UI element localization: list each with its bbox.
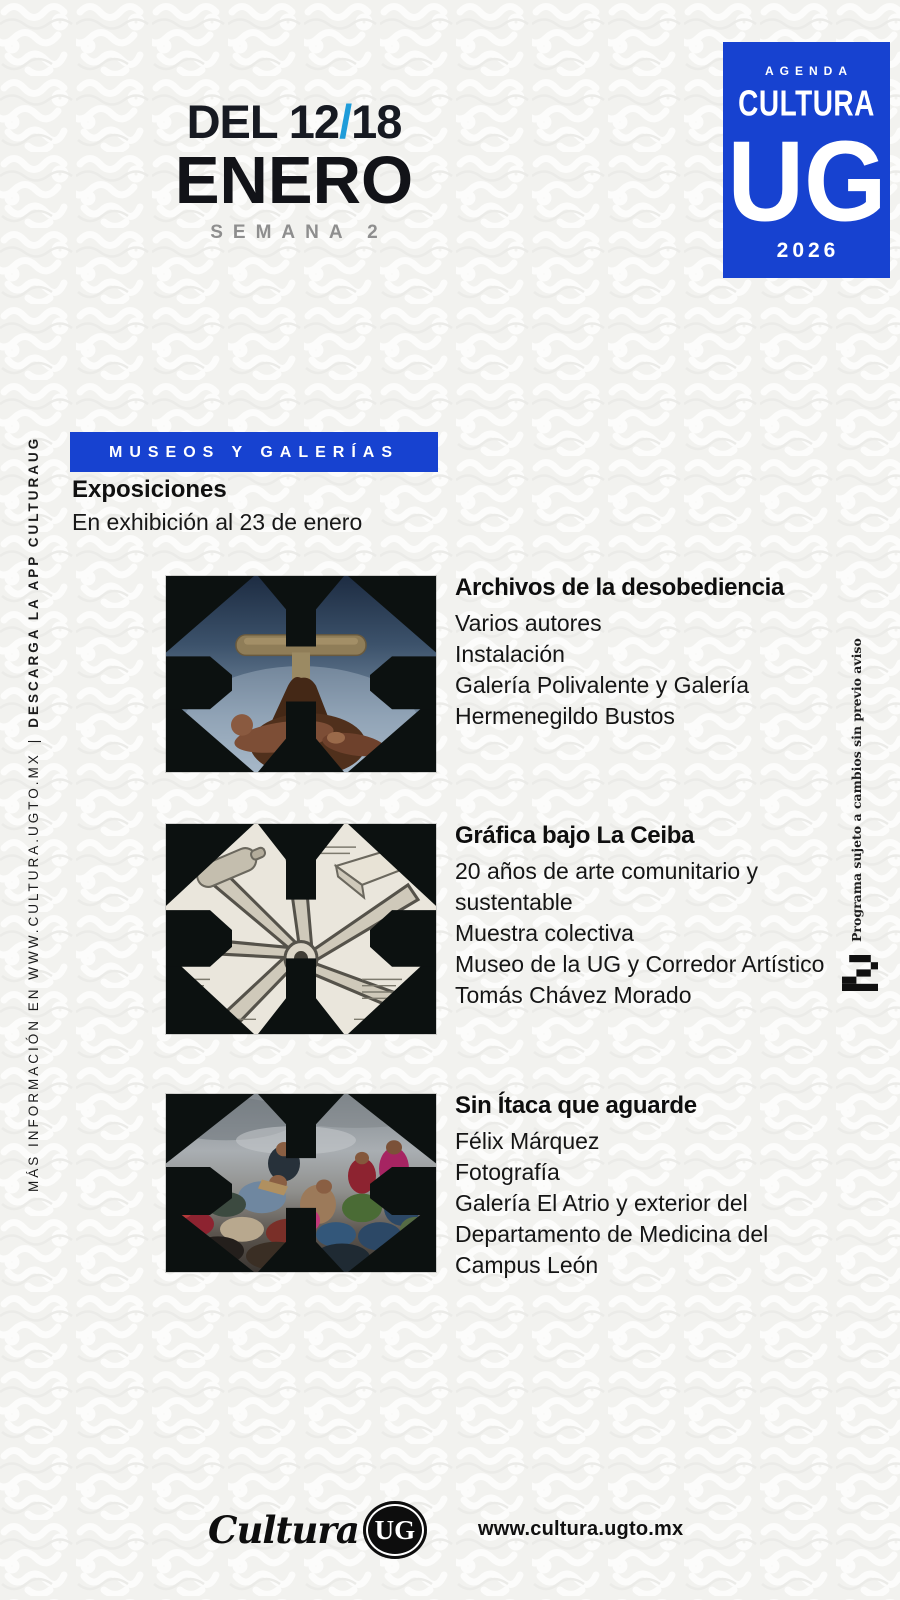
event-title: Sin Ítaca que aguarde (455, 1092, 697, 1119)
event-image-sin-itaca (166, 1094, 436, 1272)
logo-ug-text: UG (374, 1514, 416, 1545)
badge-agenda-label: AGENDA (764, 64, 853, 78)
event-detail-author: Félix Márquez (455, 1127, 600, 1154)
event-detail-type: Muestra colectiva (455, 919, 634, 946)
date-range (118, 95, 470, 148)
rail-separator: | (26, 736, 41, 744)
left-info-rail (26, 436, 41, 1192)
date-end: 18 (351, 95, 402, 148)
section-period: En exhibición al 23 de enero (72, 509, 363, 535)
event-detail-authors: Varios autores (455, 609, 602, 636)
event-detail-venue: Galería El Atrio y exterior del Departamento de Medicina del Campus León (455, 1189, 769, 1278)
week-label: SEMANA 2 (210, 222, 388, 243)
month-title: ENERO (174, 143, 414, 218)
info-url-text: MÁS INFORMACIÓN EN WWW.CULTURA.UGTO.MX (26, 752, 41, 1192)
event-detail-type: Instalación (455, 640, 565, 667)
event-card-grafica-la-ceiba (455, 822, 853, 1011)
badge-ug-label: UG (726, 118, 887, 246)
footer-url: www.cultura.ugto.mx (478, 1518, 684, 1540)
badge-year-label: 2026 (776, 239, 840, 263)
brand-badge (723, 42, 890, 278)
app-download-text: DESCARGA LA APP CULTURAUG (26, 435, 41, 728)
logo-script-text: Cultura (208, 1508, 359, 1552)
section-banner-museos-galerias: MUSEOS Y GALERÍAS (70, 432, 438, 472)
event-image-grafica-la-ceiba (166, 824, 436, 1034)
event-detail-venue: Galería Polivalente y Galería Hermenegildo Bustos (455, 671, 750, 729)
event-card-sin-itaca (455, 1092, 853, 1281)
logo-ug-circle (363, 1501, 427, 1559)
event-title: Archivos de la desobediencia (455, 574, 785, 601)
event-detail-subtitle: 20 años de arte comunitario y sustentable (455, 857, 759, 915)
cultura-ug-logo (208, 1494, 427, 1566)
disclaimer-text: Programa sujeto a cambios sin previo aviso (849, 638, 864, 942)
badge-cultura-label: CULTURA (738, 83, 875, 124)
event-detail-type: Fotografía (455, 1158, 560, 1185)
date-prefix: DEL (186, 95, 277, 148)
section-subtitle: Exposiciones (72, 476, 227, 503)
date-start: 12 (288, 95, 340, 148)
event-detail-venue: Museo de la UG y Corredor Artístico Tomás Chávez Morado (455, 950, 825, 1008)
header-date-block (118, 95, 470, 244)
date-slash: / (339, 95, 352, 148)
event-card-archivos-desobediencia (455, 574, 853, 732)
event-title: Gráfica bajo La Ceiba (455, 822, 695, 849)
event-image-archivos-desobediencia (166, 576, 436, 772)
